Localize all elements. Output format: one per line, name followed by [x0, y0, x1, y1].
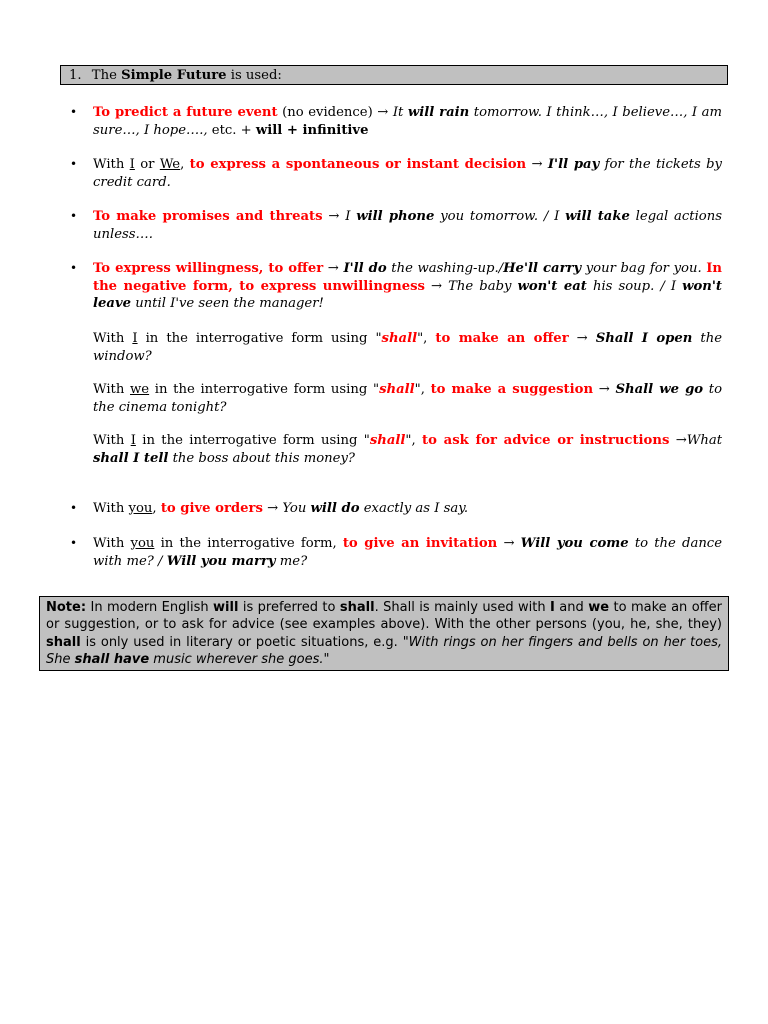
text: (no evidence) →	[277, 105, 393, 120]
pronoun: I	[130, 433, 136, 448]
quote: music wherever she goes."	[149, 652, 330, 668]
example: to the cinema tonight?	[93, 382, 723, 415]
bullet-text	[93, 260, 722, 313]
text: ,	[180, 157, 190, 172]
text: to make an offer or suggestion, or to ask for advice (see examples above). With the other persons (you, he, she, they)	[46, 600, 722, 633]
note-label: Note:	[46, 600, 87, 615]
example: the window?	[93, 331, 723, 364]
text: in the interrogative form,	[154, 536, 343, 551]
rule-lead: to express a spontaneous or instant decision	[189, 157, 527, 172]
text: With	[93, 331, 133, 346]
arrow-icon: →	[262, 501, 283, 516]
example: legal actions unless….	[93, 209, 722, 242]
example: tomorrow. I think…, I believe…, I am sure…, I hope….,	[93, 105, 722, 138]
example-bold: will rain	[407, 105, 470, 120]
text: is preferred to	[238, 600, 340, 615]
keyword: shall	[46, 634, 81, 650]
example: your bag for you.	[581, 261, 707, 276]
text: . Shall is mainly used with	[374, 600, 551, 615]
bullet-text	[93, 156, 722, 191]
pronoun: I	[129, 157, 135, 172]
text: in the interrogative form using "	[149, 382, 380, 397]
example: What	[686, 433, 722, 448]
text: is only used in literary or poetic situations, e.g.	[80, 634, 403, 650]
pronoun: I	[132, 331, 138, 346]
note-box	[39, 596, 729, 671]
example-bold: I'll do	[343, 261, 387, 276]
text: With	[93, 501, 129, 516]
quote-bold: shall have	[74, 652, 150, 668]
rule-lead: to ask for advice or instructions	[422, 433, 670, 448]
paragraph	[93, 381, 722, 416]
keyword: shall	[379, 382, 415, 397]
list-number: 1.	[69, 68, 82, 83]
example: I	[345, 209, 357, 224]
bullet-text	[93, 104, 722, 139]
example-bold: won't leave	[93, 278, 723, 311]
text: In modern English	[86, 600, 214, 615]
example-bold: I'll pay	[547, 157, 600, 172]
header-pre: The	[91, 68, 117, 83]
example: for the tickets by credit card.	[93, 157, 722, 190]
keyword: shall	[381, 331, 418, 346]
example-bold: won't eat	[517, 278, 587, 294]
rule-lead: To predict a future event	[93, 105, 278, 120]
text: in the interrogative form using "	[135, 433, 370, 448]
text: ",	[417, 331, 436, 346]
example-bold: Shall I open	[595, 331, 693, 346]
arrow-icon: →	[669, 433, 687, 448]
bullet-icon: •	[70, 501, 78, 515]
example-bold: He'll carry	[503, 261, 582, 276]
text: or	[134, 157, 160, 172]
example: to the dance with me? /	[93, 536, 722, 569]
arrow-icon: →	[323, 261, 344, 276]
pronoun: you	[128, 501, 153, 516]
rule-lead: to give an invitation	[342, 536, 498, 551]
arrow-icon: →	[593, 382, 616, 397]
arrow-icon: →	[568, 331, 596, 346]
header-term: Simple Future	[121, 68, 227, 83]
example-bold: will take	[565, 209, 630, 224]
rule-lead: to give orders	[160, 501, 263, 516]
text: ",	[414, 382, 431, 397]
keyword: shall	[339, 600, 375, 615]
section-header	[60, 65, 728, 85]
bullet-icon: •	[70, 157, 78, 171]
arrow-icon: →	[497, 536, 521, 551]
example-bold: shall I tell	[93, 450, 169, 466]
text: ",	[405, 433, 423, 448]
text: etc. +	[211, 122, 256, 138]
bullet-text	[93, 208, 722, 243]
text: in the interrogative form using "	[137, 331, 382, 346]
example: you tomorrow. / I	[434, 209, 566, 224]
rule-lead: to make an offer	[435, 331, 569, 346]
rule-form: will + infinitive	[255, 122, 369, 138]
example: the washing-up./	[386, 261, 504, 276]
quote: "With rings on her fingers and bells on her toes, She	[46, 634, 722, 668]
arrow-icon: →	[526, 157, 548, 172]
bullet-icon: •	[70, 105, 78, 119]
example: exactly as I say.	[359, 501, 469, 516]
example: The baby	[448, 278, 518, 294]
example-bold: will phone	[356, 209, 435, 224]
example-bold: Will you come	[520, 536, 629, 551]
example: until I've seen the manager!	[131, 296, 324, 311]
text: ,	[152, 501, 161, 516]
pronoun: you	[130, 536, 155, 551]
pronoun: we	[130, 382, 150, 397]
example-bold: will do	[310, 501, 360, 516]
keyword: we	[588, 600, 610, 615]
arrow-icon: →	[424, 278, 449, 294]
rule-lead: To express willingness, to offer	[93, 261, 324, 276]
keyword: will	[213, 600, 239, 615]
arrow-icon: →	[322, 209, 346, 224]
example: You	[282, 501, 311, 516]
example-bold: Shall we go	[615, 382, 704, 397]
example: It	[392, 105, 408, 120]
pronoun: We	[159, 157, 181, 172]
text: With	[93, 382, 131, 397]
text: and	[554, 600, 589, 615]
rule-lead: to make a suggestion	[430, 382, 594, 397]
bullet-text	[93, 535, 722, 570]
example: his soup. / I	[586, 278, 683, 294]
text: With	[93, 157, 130, 172]
bullet-icon: •	[70, 261, 78, 275]
bullet-icon: •	[70, 209, 78, 223]
bullet-text	[93, 500, 722, 518]
text: With	[93, 433, 131, 448]
example: the boss about this money?	[168, 450, 355, 466]
rule-lead: In the negative form, to express unwillingness	[93, 261, 723, 294]
example: me?	[275, 553, 308, 569]
text: With	[93, 536, 131, 551]
example-bold: Will you marry	[166, 553, 276, 569]
bullet-icon: •	[70, 536, 78, 550]
paragraph	[93, 330, 722, 365]
rule-lead: To make promises and threats	[93, 209, 323, 224]
keyword: I	[550, 600, 555, 615]
keyword: shall	[369, 433, 406, 448]
paragraph	[93, 432, 722, 467]
header-post: is used:	[230, 68, 282, 83]
